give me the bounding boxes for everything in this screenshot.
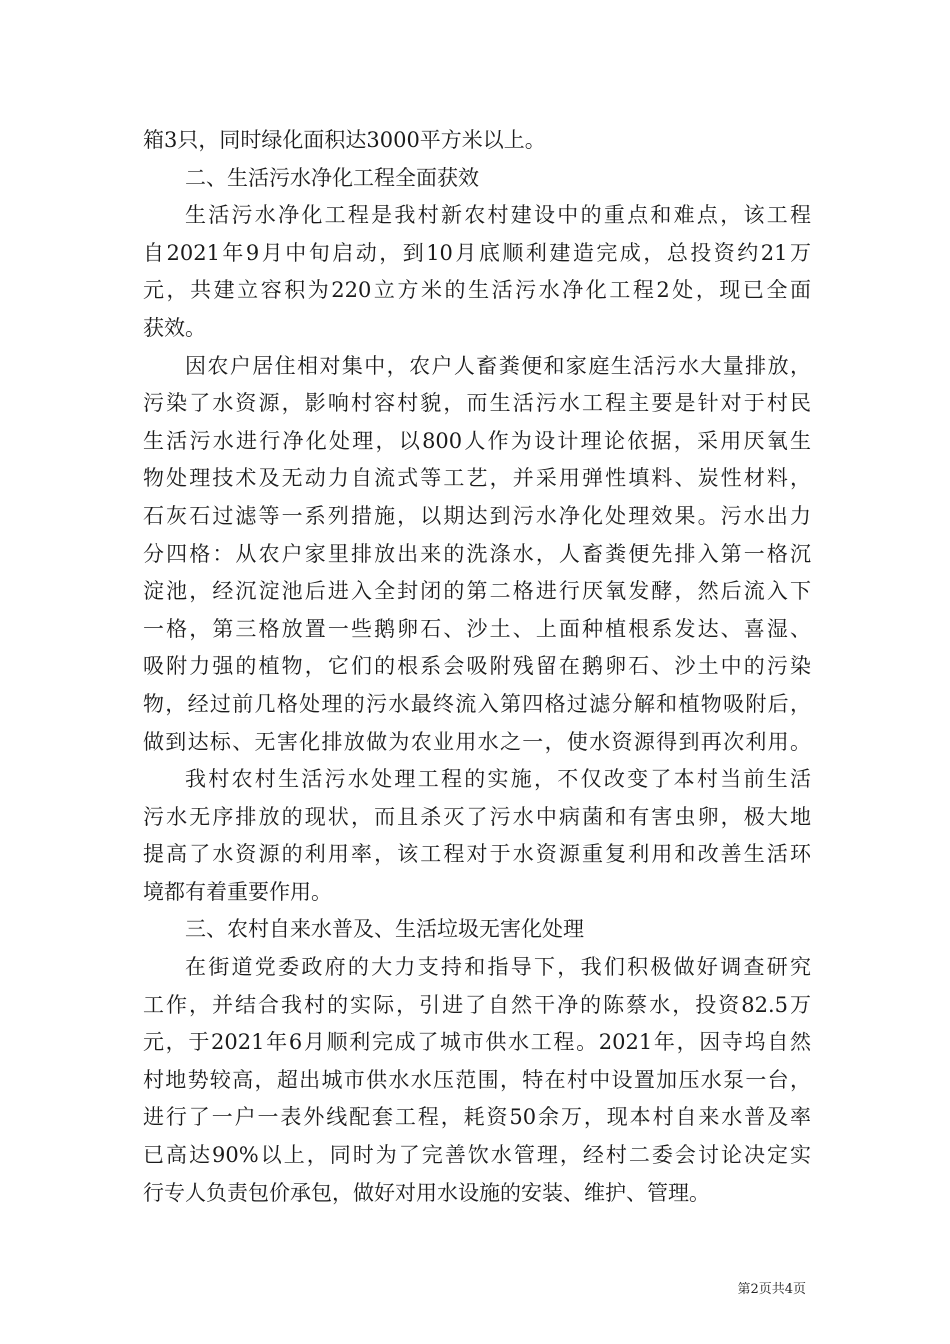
text-line: 已高达90%以上，同时为了完善饮水管理，经村二委会讨论决定实 <box>143 1143 811 1168</box>
text-line: 一格，第三格放置一些鹅卵石、沙土、上面种植根系发达、喜湿、 <box>143 616 811 641</box>
text-line: 提高了水资源的利用率，该工程对于水资源重复利用和改善生活环 <box>143 842 811 867</box>
text-line: 生活污水进行净化处理，以800人作为设计理论依据，采用厌氧生 <box>143 428 811 453</box>
text-line: 境都有着重要作用。 <box>143 879 332 904</box>
text-line: 吸附力强的植物，它们的根系会吸附残留在鹅卵石、沙土中的污染 <box>143 654 811 679</box>
text-line: 三、农村自来水普及、生活垃圾无害化处理 <box>185 917 584 942</box>
text-line: 获效。 <box>143 315 206 340</box>
page-number: 第2页共4页 <box>737 1282 806 1297</box>
text-line: 元，共建立容积为220立方米的生活污水净化工程2处，现已全面 <box>143 278 811 303</box>
text-line: 淀池，经沉淀池后进入全封闭的第二格进行厌氧发酵，然后流入下 <box>143 579 811 604</box>
text-line: 石灰石过滤等一系列措施，以期达到污水净化处理效果。污水出力 <box>143 503 811 528</box>
text-line: 做到达标、无害化排放做为农业用水之一，使水资源得到再次利用。 <box>143 729 811 754</box>
text-line: 污水无序排放的现状，而且杀灭了污水中病菌和有害虫卵，极大地 <box>143 804 811 829</box>
text-line: 进行了一户一表外线配套工程，耗资50余万，现本村自来水普及率 <box>143 1105 811 1130</box>
text-line: 元，于2021年6月顺利完成了城市供水工程。2021年，因寺坞自然 <box>143 1030 811 1055</box>
text-line: 生活污水净化工程是我村新农村建设中的重点和难点，该工程 <box>185 203 811 228</box>
text-line: 分四格：从农户家里排放出来的洗涤水，人畜粪便先排入第一格沉 <box>143 541 811 566</box>
text-line: 箱3只，同时绿化面积达3000平方米以上。 <box>143 128 546 152</box>
text-line: 我村农村生活污水处理工程的实施，不仅改变了本村当前生活 <box>185 767 811 792</box>
document-body <box>143 122 811 1212</box>
text-line: 在街道党委政府的大力支持和指导下，我们积极做好调查研究 <box>185 955 811 980</box>
text-line: 行专人负责包价承包，做好对用水设施的安装、维护、管理。 <box>143 1180 710 1205</box>
text-line: 自2021年9月中旬启动，到10月底顺利建造完成，总投资约21万 <box>143 240 811 265</box>
text-line: 二、生活污水净化工程全面获效 <box>185 165 479 190</box>
text-line: 物，经过前几格处理的污水最终流入第四格过滤分解和植物吸附后， <box>143 691 811 716</box>
text-line: 因农户居住相对集中，农户人畜粪便和家庭生活污水大量排放， <box>185 353 811 378</box>
text-line: 工作，并结合我村的实际，引进了自然干净的陈蔡水，投资82.5万 <box>143 992 811 1017</box>
text-line: 污染了水资源，影响村容村貌，而生活污水工程主要是针对于村民 <box>143 391 811 416</box>
text-line: 物处理技术及无动力自流式等工艺，并采用弹性填料、炭性材料， <box>143 466 811 491</box>
text-line: 村地势较高，超出城市供水水压范围，特在村中设置加压水泵一台， <box>143 1067 811 1092</box>
